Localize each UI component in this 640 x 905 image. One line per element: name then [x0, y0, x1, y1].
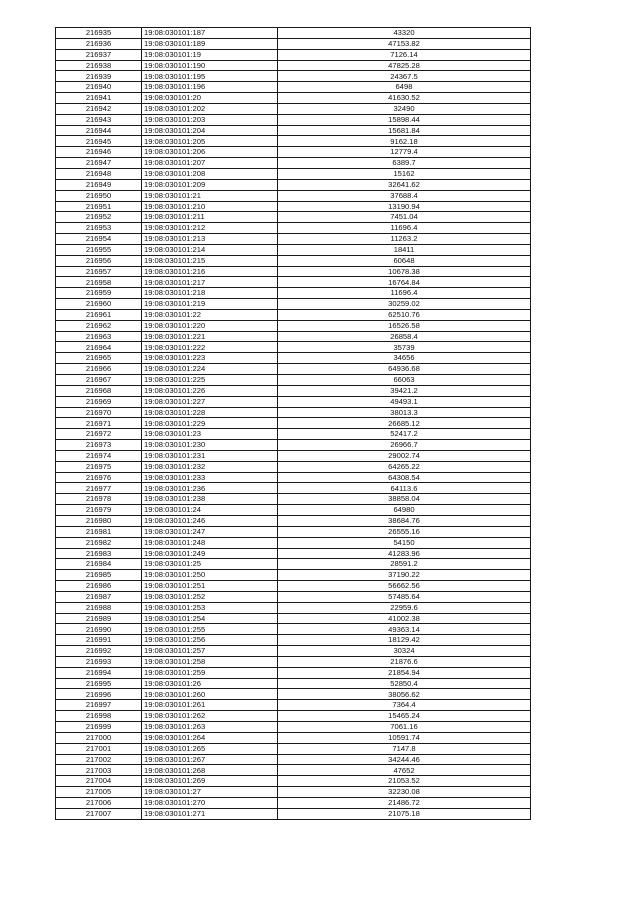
row-number-cell: 216965 — [56, 353, 142, 364]
cadastral-number-cell: 19:08:030101:228 — [142, 407, 278, 418]
cadastral-number-cell: 19:08:030101:218 — [142, 288, 278, 299]
row-number-cell: 216972 — [56, 429, 142, 440]
table-row — [56, 559, 531, 570]
value-cell: 47825.28 — [278, 60, 531, 71]
cadastral-number-cell: 19:08:030101:20 — [142, 93, 278, 104]
cadastral-number-cell: 19:08:030101:23 — [142, 429, 278, 440]
row-number-cell: 217003 — [56, 765, 142, 776]
row-number-cell: 216942 — [56, 103, 142, 114]
value-cell: 38056.62 — [278, 689, 531, 700]
table-row — [56, 223, 531, 234]
row-number-cell: 216991 — [56, 635, 142, 646]
table-row — [56, 212, 531, 223]
value-cell: 32641.62 — [278, 179, 531, 190]
row-number-cell: 216986 — [56, 581, 142, 592]
row-number-cell: 216976 — [56, 472, 142, 483]
cadastral-number-cell: 19:08:030101:262 — [142, 711, 278, 722]
value-cell: 10591.74 — [278, 732, 531, 743]
value-cell: 11696.4 — [278, 288, 531, 299]
value-cell: 49493.1 — [278, 396, 531, 407]
row-number-cell: 216958 — [56, 277, 142, 288]
value-cell: 52417.2 — [278, 429, 531, 440]
table-row — [56, 234, 531, 245]
value-cell: 52850.4 — [278, 678, 531, 689]
table-row — [56, 309, 531, 320]
cadastral-number-cell: 19:08:030101:195 — [142, 71, 278, 82]
value-cell: 21876.6 — [278, 656, 531, 667]
value-cell: 15898.44 — [278, 114, 531, 125]
table-row — [56, 472, 531, 483]
row-number-cell: 216952 — [56, 212, 142, 223]
cadastral-number-cell: 19:08:030101:189 — [142, 38, 278, 49]
row-number-cell: 216935 — [56, 28, 142, 39]
row-number-cell: 216963 — [56, 331, 142, 342]
cadastral-number-cell: 19:08:030101:232 — [142, 461, 278, 472]
cadastral-number-cell: 19:08:030101:260 — [142, 689, 278, 700]
cadastral-number-cell: 19:08:030101:248 — [142, 537, 278, 548]
row-number-cell: 216936 — [56, 38, 142, 49]
value-cell: 18411 — [278, 244, 531, 255]
cadastral-number-cell: 19:08:030101:263 — [142, 722, 278, 733]
value-cell: 28591.2 — [278, 559, 531, 570]
table-row — [56, 71, 531, 82]
row-number-cell: 216983 — [56, 548, 142, 559]
cadastral-number-cell: 19:08:030101:227 — [142, 396, 278, 407]
row-number-cell: 216959 — [56, 288, 142, 299]
cadastral-number-cell: 19:08:030101:256 — [142, 635, 278, 646]
cadastral-number-cell: 19:08:030101:207 — [142, 158, 278, 169]
table-row — [56, 407, 531, 418]
cadastral-number-cell: 19:08:030101:205 — [142, 136, 278, 147]
table-row — [56, 385, 531, 396]
row-number-cell: 216955 — [56, 244, 142, 255]
value-cell: 26685.12 — [278, 418, 531, 429]
row-number-cell: 216951 — [56, 201, 142, 212]
cadastral-number-cell: 19:08:030101:208 — [142, 168, 278, 179]
table-row — [56, 797, 531, 808]
table-row — [56, 722, 531, 733]
table-row — [56, 28, 531, 39]
table-row — [56, 190, 531, 201]
value-cell: 64265.22 — [278, 461, 531, 472]
value-cell: 29002.74 — [278, 450, 531, 461]
value-cell: 38858.04 — [278, 494, 531, 505]
table-row — [56, 38, 531, 49]
table-row — [56, 60, 531, 71]
row-number-cell: 216953 — [56, 223, 142, 234]
table-row — [56, 364, 531, 375]
table-row — [56, 537, 531, 548]
table-row — [56, 591, 531, 602]
cadastral-number-cell: 19:08:030101:268 — [142, 765, 278, 776]
cadastral-number-cell: 19:08:030101:270 — [142, 797, 278, 808]
cadastral-number-cell: 19:08:030101:220 — [142, 320, 278, 331]
table-row — [56, 581, 531, 592]
value-cell: 16764.84 — [278, 277, 531, 288]
table-row — [56, 635, 531, 646]
cadastral-number-cell: 19:08:030101:231 — [142, 450, 278, 461]
cadastral-number-cell: 19:08:030101:252 — [142, 591, 278, 602]
cadastral-number-cell: 19:08:030101:204 — [142, 125, 278, 136]
cadastral-number-cell: 19:08:030101:27 — [142, 787, 278, 798]
row-number-cell: 216948 — [56, 168, 142, 179]
cadastral-number-cell: 19:08:030101:206 — [142, 147, 278, 158]
cadastral-number-cell: 19:08:030101:216 — [142, 266, 278, 277]
table-row — [56, 570, 531, 581]
cadastral-number-cell: 19:08:030101:217 — [142, 277, 278, 288]
row-number-cell: 216940 — [56, 82, 142, 93]
table-row — [56, 483, 531, 494]
value-cell: 7126.14 — [278, 49, 531, 60]
row-number-cell: 216945 — [56, 136, 142, 147]
row-number-cell: 216992 — [56, 646, 142, 657]
cadastral-number-cell: 19:08:030101:219 — [142, 299, 278, 310]
value-cell: 38684.76 — [278, 515, 531, 526]
cadastral-number-cell: 19:08:030101:247 — [142, 526, 278, 537]
value-cell: 64113.6 — [278, 483, 531, 494]
table-row — [56, 602, 531, 613]
row-number-cell: 216937 — [56, 49, 142, 60]
table-row — [56, 114, 531, 125]
row-number-cell: 216954 — [56, 234, 142, 245]
value-cell: 26555.16 — [278, 526, 531, 537]
table-row — [56, 201, 531, 212]
value-cell: 6389.7 — [278, 158, 531, 169]
table-row — [56, 342, 531, 353]
cadastral-number-cell: 19:08:030101:258 — [142, 656, 278, 667]
value-cell: 41630.52 — [278, 93, 531, 104]
cadastral-number-cell: 19:08:030101:249 — [142, 548, 278, 559]
cadastral-number-cell: 19:08:030101:215 — [142, 255, 278, 266]
table-row — [56, 158, 531, 169]
cadastral-number-cell: 19:08:030101:255 — [142, 624, 278, 635]
value-cell: 9162.18 — [278, 136, 531, 147]
cadastral-number-cell: 19:08:030101:238 — [142, 494, 278, 505]
row-number-cell: 217001 — [56, 743, 142, 754]
value-cell: 62510.76 — [278, 309, 531, 320]
table-row — [56, 461, 531, 472]
cadastral-number-cell: 19:08:030101:26 — [142, 678, 278, 689]
row-number-cell: 217005 — [56, 787, 142, 798]
table-row — [56, 277, 531, 288]
value-cell: 35739 — [278, 342, 531, 353]
value-cell: 7147.8 — [278, 743, 531, 754]
row-number-cell: 216981 — [56, 526, 142, 537]
table-row — [56, 656, 531, 667]
row-number-cell: 216943 — [56, 114, 142, 125]
row-number-cell: 216989 — [56, 613, 142, 624]
value-cell: 15681.84 — [278, 125, 531, 136]
table-row — [56, 711, 531, 722]
table-row — [56, 646, 531, 657]
row-number-cell: 216968 — [56, 385, 142, 396]
cadastral-value-table — [55, 27, 531, 820]
table-row — [56, 765, 531, 776]
table-row — [56, 244, 531, 255]
value-cell: 49363.14 — [278, 624, 531, 635]
cadastral-number-cell: 19:08:030101:233 — [142, 472, 278, 483]
value-cell: 13190.94 — [278, 201, 531, 212]
table-row — [56, 179, 531, 190]
table-row — [56, 93, 531, 104]
value-cell: 32230.08 — [278, 787, 531, 798]
value-cell: 57485.64 — [278, 591, 531, 602]
cadastral-number-cell: 19:08:030101:225 — [142, 375, 278, 386]
row-number-cell: 216973 — [56, 440, 142, 451]
row-number-cell: 216949 — [56, 179, 142, 190]
row-number-cell: 216997 — [56, 700, 142, 711]
value-cell: 64936.68 — [278, 364, 531, 375]
row-number-cell: 216941 — [56, 93, 142, 104]
cadastral-number-cell: 19:08:030101:269 — [142, 776, 278, 787]
table-row — [56, 418, 531, 429]
table-row — [56, 505, 531, 516]
table-row — [56, 103, 531, 114]
table-row — [56, 700, 531, 711]
table-row — [56, 440, 531, 451]
table-row — [56, 776, 531, 787]
value-cell: 18129.42 — [278, 635, 531, 646]
cadastral-number-cell: 19:08:030101:212 — [142, 223, 278, 234]
cadastral-number-cell: 19:08:030101:246 — [142, 515, 278, 526]
table-row — [56, 732, 531, 743]
cadastral-number-cell: 19:08:030101:24 — [142, 505, 278, 516]
cadastral-number-cell: 19:08:030101:254 — [142, 613, 278, 624]
row-number-cell: 216964 — [56, 342, 142, 353]
row-number-cell: 217000 — [56, 732, 142, 743]
table-row — [56, 255, 531, 266]
row-number-cell: 216950 — [56, 190, 142, 201]
value-cell: 47153.82 — [278, 38, 531, 49]
value-cell: 34244.46 — [278, 754, 531, 765]
cadastral-number-cell: 19:08:030101:214 — [142, 244, 278, 255]
cadastral-number-cell: 19:08:030101:236 — [142, 483, 278, 494]
cadastral-number-cell: 19:08:030101:187 — [142, 28, 278, 39]
cadastral-number-cell: 19:08:030101:213 — [142, 234, 278, 245]
value-cell: 56662.56 — [278, 581, 531, 592]
cadastral-number-cell: 19:08:030101:265 — [142, 743, 278, 754]
value-cell: 54150 — [278, 537, 531, 548]
cadastral-number-cell: 19:08:030101:267 — [142, 754, 278, 765]
cadastral-number-cell: 19:08:030101:229 — [142, 418, 278, 429]
value-cell: 22959.6 — [278, 602, 531, 613]
value-cell: 21486.72 — [278, 797, 531, 808]
table-row — [56, 689, 531, 700]
cadastral-number-cell: 19:08:030101:250 — [142, 570, 278, 581]
row-number-cell: 217006 — [56, 797, 142, 808]
row-number-cell: 216977 — [56, 483, 142, 494]
cadastral-number-cell: 19:08:030101:209 — [142, 179, 278, 190]
row-number-cell: 216984 — [56, 559, 142, 570]
cadastral-number-cell: 19:08:030101:222 — [142, 342, 278, 353]
value-cell: 21053.52 — [278, 776, 531, 787]
cadastral-number-cell: 19:08:030101:196 — [142, 82, 278, 93]
cadastral-number-cell: 19:08:030101:203 — [142, 114, 278, 125]
cadastral-number-cell: 19:08:030101:190 — [142, 60, 278, 71]
value-cell: 15465.24 — [278, 711, 531, 722]
cadastral-number-cell: 19:08:030101:223 — [142, 353, 278, 364]
value-cell: 64980 — [278, 505, 531, 516]
table-row — [56, 787, 531, 798]
value-cell: 32490 — [278, 103, 531, 114]
table-row — [56, 429, 531, 440]
value-cell: 47652 — [278, 765, 531, 776]
value-cell: 30324 — [278, 646, 531, 657]
cadastral-number-cell: 19:08:030101:211 — [142, 212, 278, 223]
table-row — [56, 266, 531, 277]
row-number-cell: 216993 — [56, 656, 142, 667]
cadastral-number-cell: 19:08:030101:259 — [142, 667, 278, 678]
value-cell: 37688.4 — [278, 190, 531, 201]
value-cell: 11263.2 — [278, 234, 531, 245]
cadastral-number-cell: 19:08:030101:271 — [142, 808, 278, 819]
table-row — [56, 754, 531, 765]
table-row — [56, 808, 531, 819]
cadastral-number-cell: 19:08:030101:21 — [142, 190, 278, 201]
value-cell: 21075.18 — [278, 808, 531, 819]
cadastral-number-cell: 19:08:030101:257 — [142, 646, 278, 657]
row-number-cell: 216995 — [56, 678, 142, 689]
cadastral-number-cell: 19:08:030101:25 — [142, 559, 278, 570]
value-cell: 39421.2 — [278, 385, 531, 396]
row-number-cell: 216990 — [56, 624, 142, 635]
table-row — [56, 331, 531, 342]
row-number-cell: 216988 — [56, 602, 142, 613]
row-number-cell: 216944 — [56, 125, 142, 136]
row-number-cell: 216987 — [56, 591, 142, 602]
value-cell: 66063 — [278, 375, 531, 386]
row-number-cell: 216999 — [56, 722, 142, 733]
cadastral-number-cell: 19:08:030101:22 — [142, 309, 278, 320]
cadastral-number-cell: 19:08:030101:251 — [142, 581, 278, 592]
value-cell: 30259.02 — [278, 299, 531, 310]
table-row — [56, 168, 531, 179]
row-number-cell: 216938 — [56, 60, 142, 71]
row-number-cell: 216978 — [56, 494, 142, 505]
value-cell: 64308.54 — [278, 472, 531, 483]
table-row — [56, 288, 531, 299]
cadastral-number-cell: 19:08:030101:226 — [142, 385, 278, 396]
row-number-cell: 217002 — [56, 754, 142, 765]
cadastral-number-cell: 19:08:030101:202 — [142, 103, 278, 114]
row-number-cell: 216998 — [56, 711, 142, 722]
value-cell: 34656 — [278, 353, 531, 364]
row-number-cell: 216967 — [56, 375, 142, 386]
table-row — [56, 526, 531, 537]
table-row — [56, 49, 531, 60]
row-number-cell: 216979 — [56, 505, 142, 516]
row-number-cell: 216939 — [56, 71, 142, 82]
table-row — [56, 353, 531, 364]
row-number-cell: 216975 — [56, 461, 142, 472]
value-cell: 16526.58 — [278, 320, 531, 331]
cadastral-number-cell: 19:08:030101:19 — [142, 49, 278, 60]
row-number-cell: 216980 — [56, 515, 142, 526]
row-number-cell: 216956 — [56, 255, 142, 266]
table-row — [56, 299, 531, 310]
value-cell: 41283.96 — [278, 548, 531, 559]
table-row — [56, 450, 531, 461]
table-row — [56, 82, 531, 93]
row-number-cell: 216947 — [56, 158, 142, 169]
cadastral-number-cell: 19:08:030101:261 — [142, 700, 278, 711]
value-cell: 26858.4 — [278, 331, 531, 342]
table-row — [56, 320, 531, 331]
table-row — [56, 515, 531, 526]
table-row — [56, 147, 531, 158]
table-row — [56, 375, 531, 386]
value-cell: 38013.3 — [278, 407, 531, 418]
value-cell: 41002.38 — [278, 613, 531, 624]
row-number-cell: 216969 — [56, 396, 142, 407]
row-number-cell: 216962 — [56, 320, 142, 331]
value-cell: 21854.94 — [278, 667, 531, 678]
row-number-cell: 216994 — [56, 667, 142, 678]
table-body — [56, 28, 531, 820]
row-number-cell: 216961 — [56, 309, 142, 320]
table-row — [56, 125, 531, 136]
table-row — [56, 613, 531, 624]
row-number-cell: 216985 — [56, 570, 142, 581]
row-number-cell: 216982 — [56, 537, 142, 548]
table-row — [56, 667, 531, 678]
row-number-cell: 216957 — [56, 266, 142, 277]
row-number-cell: 216971 — [56, 418, 142, 429]
table-row — [56, 678, 531, 689]
row-number-cell: 216970 — [56, 407, 142, 418]
value-cell: 15162 — [278, 168, 531, 179]
row-number-cell: 216996 — [56, 689, 142, 700]
row-number-cell: 216966 — [56, 364, 142, 375]
value-cell: 7451.04 — [278, 212, 531, 223]
value-cell: 7364.4 — [278, 700, 531, 711]
row-number-cell: 216946 — [56, 147, 142, 158]
value-cell: 11696.4 — [278, 223, 531, 234]
table-row — [56, 743, 531, 754]
value-cell: 7061.16 — [278, 722, 531, 733]
value-cell: 12779.4 — [278, 147, 531, 158]
value-cell: 26966.7 — [278, 440, 531, 451]
value-cell: 43320 — [278, 28, 531, 39]
row-number-cell: 217004 — [56, 776, 142, 787]
row-number-cell: 216960 — [56, 299, 142, 310]
table-row — [56, 624, 531, 635]
cadastral-number-cell: 19:08:030101:253 — [142, 602, 278, 613]
table-row — [56, 396, 531, 407]
row-number-cell: 216974 — [56, 450, 142, 461]
cadastral-number-cell: 19:08:030101:224 — [142, 364, 278, 375]
cadastral-number-cell: 19:08:030101:230 — [142, 440, 278, 451]
cadastral-number-cell: 19:08:030101:221 — [142, 331, 278, 342]
cadastral-number-cell: 19:08:030101:210 — [142, 201, 278, 212]
value-cell: 10678.38 — [278, 266, 531, 277]
value-cell: 37190.22 — [278, 570, 531, 581]
table-row — [56, 548, 531, 559]
value-cell: 60648 — [278, 255, 531, 266]
value-cell: 24367.5 — [278, 71, 531, 82]
value-cell: 6498 — [278, 82, 531, 93]
table-row — [56, 494, 531, 505]
row-number-cell: 217007 — [56, 808, 142, 819]
table-row — [56, 136, 531, 147]
cadastral-number-cell: 19:08:030101:264 — [142, 732, 278, 743]
